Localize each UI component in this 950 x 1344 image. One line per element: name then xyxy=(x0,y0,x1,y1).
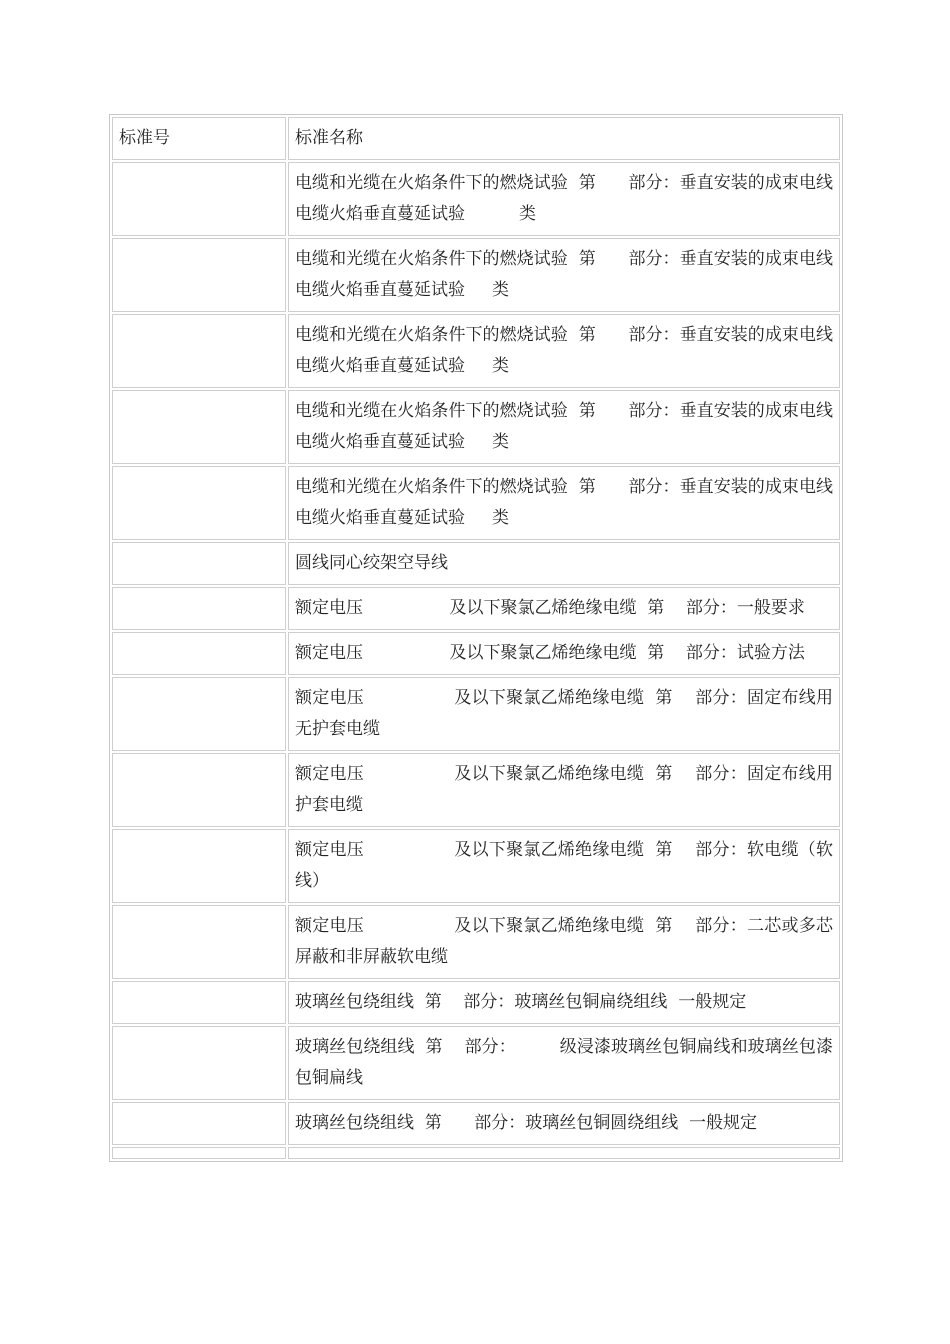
standard-name-cell: 额定电压 及以下聚氯乙烯绝缘电缆 第 部分：二芯或多芯屏蔽和非屏蔽软电缆 xyxy=(288,905,840,979)
standard-name-cell: 额定电压 及以下聚氯乙烯绝缘电缆 第 部分：固定布线用无护套电缆 xyxy=(288,677,840,751)
table-row xyxy=(112,314,840,388)
standard-name-cell: 额定电压 及以下聚氯乙烯绝缘电缆 第 部分：固定布线用护套电缆 xyxy=(288,753,840,827)
standard-number-cell xyxy=(112,542,286,585)
table-row xyxy=(112,632,840,675)
header-standard-name: 标准名称 xyxy=(288,117,840,160)
standards-table xyxy=(109,114,843,1162)
table-row xyxy=(112,1026,840,1100)
standard-number-cell xyxy=(112,1102,286,1145)
standard-number-cell xyxy=(112,1026,286,1100)
table-row xyxy=(112,587,840,630)
table-row xyxy=(112,162,840,236)
table-row xyxy=(112,1102,840,1145)
standard-name-cell: 额定电压 及以下聚氯乙烯绝缘电缆 第 部分：试验方法 xyxy=(288,632,840,675)
table-header-row xyxy=(112,117,840,160)
standard-name-cell: 电缆和光缆在火焰条件下的燃烧试验 第 部分：垂直安装的成束电线电缆火焰垂直蔓延试验 类 xyxy=(288,162,840,236)
standard-number-cell xyxy=(112,466,286,540)
table-row xyxy=(112,905,840,979)
standard-number-cell xyxy=(112,632,286,675)
standard-name-cell: 额定电压 及以下聚氯乙烯绝缘电缆 第 部分：软电缆（软线） xyxy=(288,829,840,903)
standard-number-cell xyxy=(112,829,286,903)
table-row xyxy=(112,677,840,751)
standard-name-cell: 电缆和光缆在火焰条件下的燃烧试验 第 部分：垂直安装的成束电线电缆火焰垂直蔓延试验 类 xyxy=(288,314,840,388)
standard-number-cell xyxy=(112,677,286,751)
standard-number-cell xyxy=(112,905,286,979)
standard-name-cell: 电缆和光缆在火焰条件下的燃烧试验 第 部分：垂直安装的成束电线电缆火焰垂直蔓延试验 类 xyxy=(288,238,840,312)
standard-number-cell xyxy=(112,390,286,464)
table-row xyxy=(112,1147,840,1159)
standard-name-cell: 电缆和光缆在火焰条件下的燃烧试验 第 部分：垂直安装的成束电线电缆火焰垂直蔓延试验 类 xyxy=(288,466,840,540)
table-row xyxy=(112,981,840,1024)
standard-number-cell xyxy=(112,587,286,630)
standard-number-cell xyxy=(112,238,286,312)
table-row xyxy=(112,238,840,312)
standard-number-cell xyxy=(112,314,286,388)
standard-name-cell: 圆线同心绞架空导线 xyxy=(288,542,840,585)
standard-name-cell xyxy=(288,1147,840,1159)
table-row xyxy=(112,753,840,827)
header-standard-number: 标准号 xyxy=(112,117,286,160)
table-row xyxy=(112,829,840,903)
standard-name-cell: 玻璃丝包绕组线 第 部分： 级浸漆玻璃丝包铜扁线和玻璃丝包漆包铜扁线 xyxy=(288,1026,840,1100)
table-row xyxy=(112,542,840,585)
standard-number-cell xyxy=(112,753,286,827)
standard-number-cell xyxy=(112,162,286,236)
standard-name-cell: 玻璃丝包绕组线 第 部分：玻璃丝包铜圆绕组线 一般规定 xyxy=(288,1102,840,1145)
standard-number-cell xyxy=(112,981,286,1024)
table-row xyxy=(112,466,840,540)
table-row xyxy=(112,390,840,464)
standard-name-cell: 额定电压 及以下聚氯乙烯绝缘电缆 第 部分：一般要求 xyxy=(288,587,840,630)
standard-number-cell xyxy=(112,1147,286,1159)
standard-name-cell: 玻璃丝包绕组线 第 部分：玻璃丝包铜扁绕组线 一般规定 xyxy=(288,981,840,1024)
standard-name-cell: 电缆和光缆在火焰条件下的燃烧试验 第 部分：垂直安装的成束电线电缆火焰垂直蔓延试验 类 xyxy=(288,390,840,464)
table-body xyxy=(112,117,840,1159)
